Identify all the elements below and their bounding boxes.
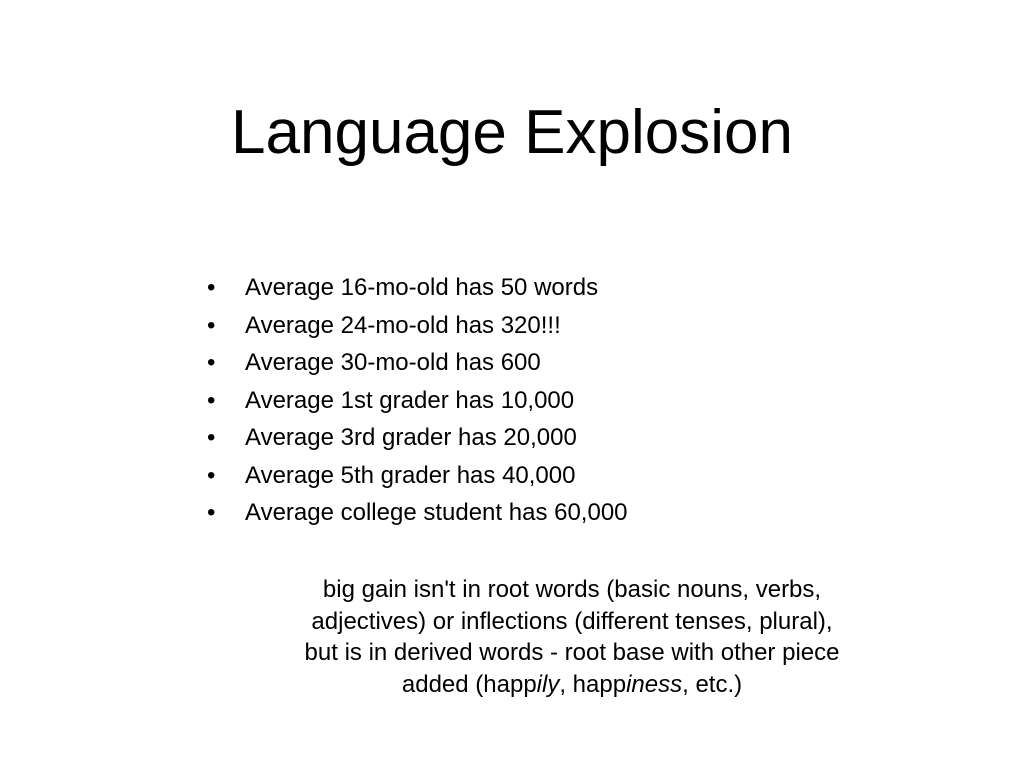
note-text: added (happ — [401, 670, 537, 698]
bullet-marker: • — [207, 424, 216, 451]
bullet-item — [207, 269, 628, 307]
bullet-marker: • — [207, 499, 216, 526]
bullet-text: Average 1st grader has 10,000 — [245, 386, 575, 414]
note-text: , etc.) — [682, 670, 743, 698]
vocabulary-bullet-list — [207, 269, 628, 532]
bullet-marker: • — [207, 461, 216, 489]
bullet-item — [207, 307, 628, 345]
note-line: but is in derived words - root base with other piece — [304, 639, 840, 666]
bullet-item — [207, 494, 628, 532]
bullet-marker: • — [207, 274, 216, 301]
note-line: big gain isn't in root words (basic nouns, verbs, — [322, 576, 822, 603]
suffix-italic: iness — [626, 670, 683, 698]
bullet-text: Average college student has 60,000 — [245, 499, 628, 526]
bullet-marker: • — [207, 311, 216, 339]
bullet-item — [207, 457, 628, 495]
note-line-examples — [240, 669, 904, 701]
suffix-italic: ily — [536, 670, 560, 698]
derived-words-note — [240, 574, 904, 700]
note-text: , happ — [559, 670, 627, 698]
bullet-text: Average 3rd grader has 20,000 — [245, 424, 577, 451]
slide-title: Language Explosion — [231, 98, 793, 167]
bullet-text: Average 5th grader has 40,000 — [245, 461, 576, 489]
bullet-text: Average 16-mo-old has 50 words — [245, 274, 599, 301]
bullet-text: Average 24-mo-old has 320!!! — [245, 311, 561, 339]
bullet-marker: • — [207, 386, 216, 414]
bullet-item — [207, 382, 628, 420]
bullet-marker: • — [207, 349, 216, 376]
note-line: adjectives) or inflections (different tenses, plural), — [311, 607, 833, 635]
bullet-text: Average 30-mo-old has 600 — [245, 349, 541, 376]
bullet-item — [207, 344, 628, 382]
bullet-item — [207, 419, 628, 457]
